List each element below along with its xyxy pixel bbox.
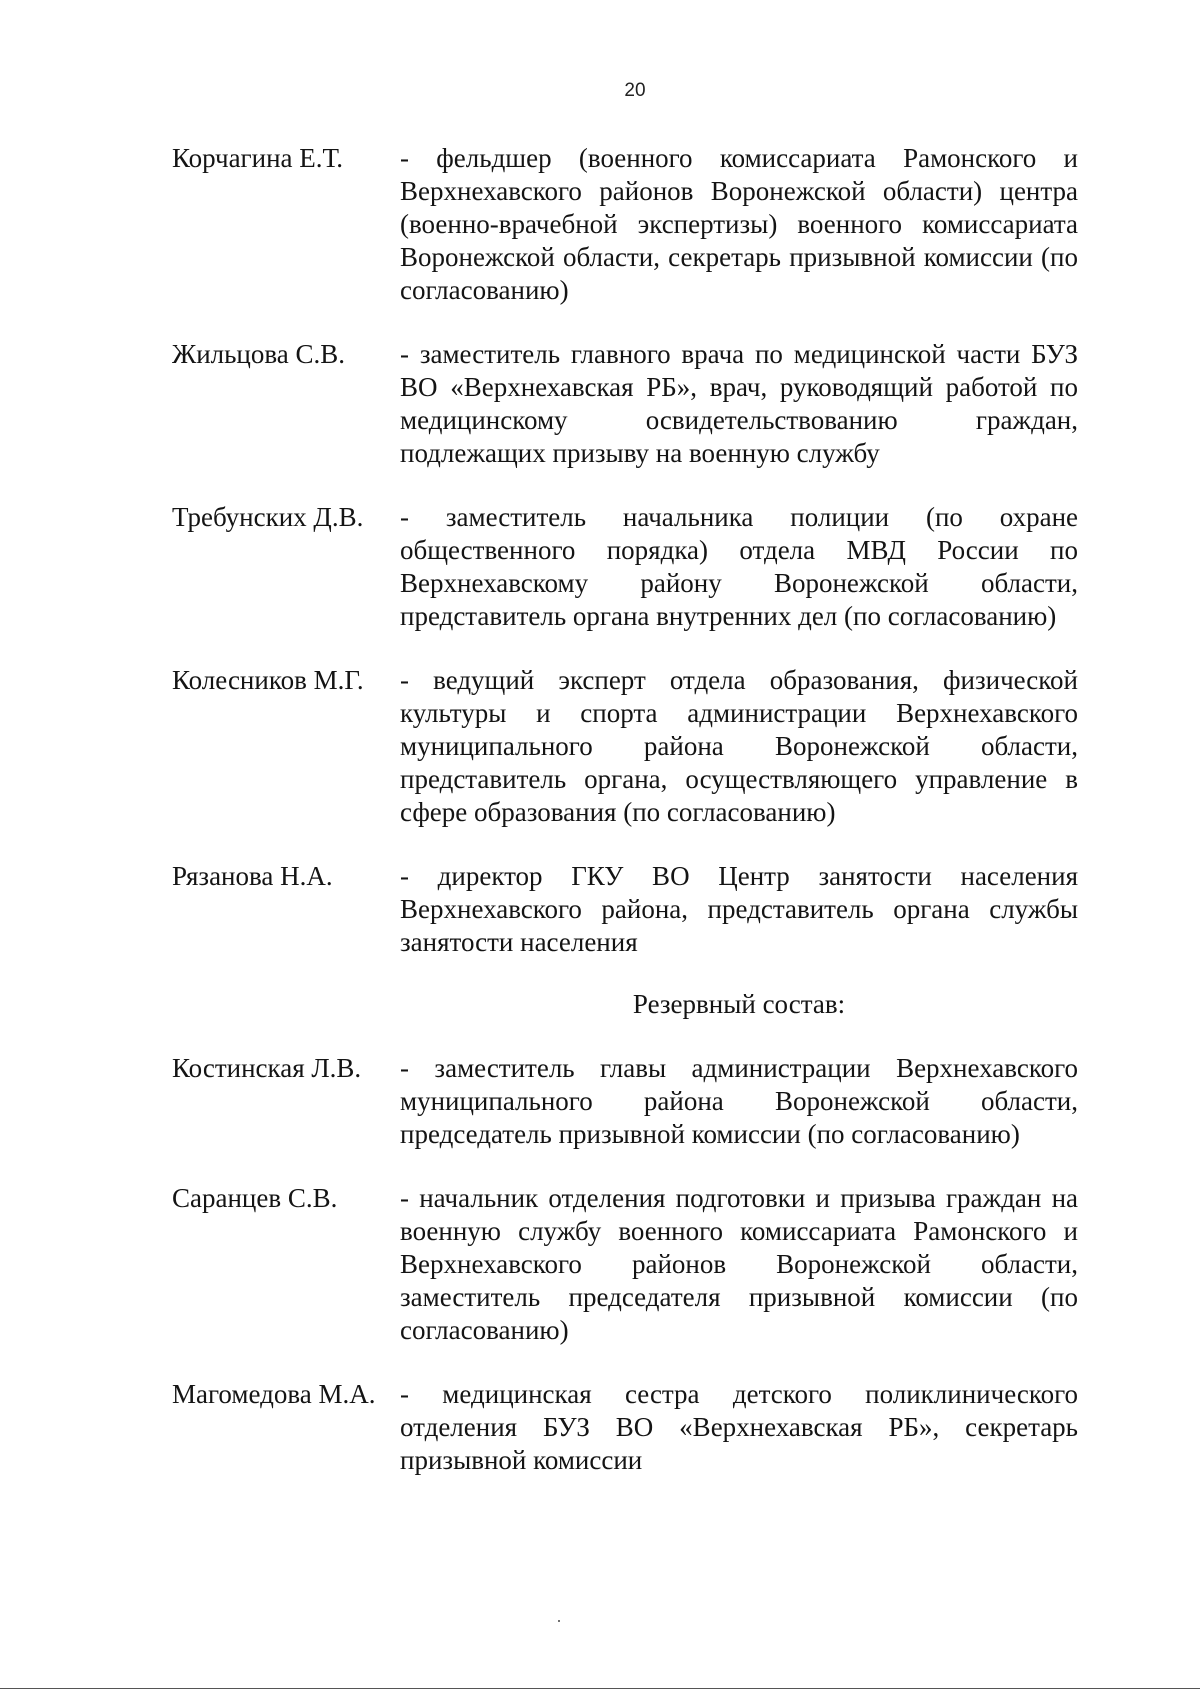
member-description: - фельдшер (военного комиссариата Рамонского и Верхнехавского районов Воронежской области) центра (военно-врачебной экспертизы) военного комиссариата Воронежской области, секретарь призывной комиссии (по согласованию) — [400, 143, 1078, 305]
member-name: Магомедова М.А. — [172, 1379, 376, 1409]
commission-list — [172, 142, 1078, 1508]
member-entry — [172, 860, 1078, 959]
member-name: Жильцова С.В. — [172, 339, 346, 369]
reserve-member-entry — [172, 1182, 1078, 1347]
member-description: - директор ГКУ ВО Центр занятости населения Верхнехавского района, представитель органа службы занятости населения — [400, 861, 1078, 957]
member-entry — [172, 501, 1078, 633]
member-name: Колесников М.Г. — [172, 665, 364, 695]
member-name: Костинская Л.В. — [172, 1053, 362, 1083]
member-entry — [172, 338, 1078, 470]
member-description: - заместитель главного врача по медицинской части БУЗ ВО «Верхнехавская РБ», врач, руководящий работой по медицинскому освидетельствованию граждан, подлежащих призыву на военную службу — [400, 339, 1078, 468]
member-description: - медицинская сестра детского поликлинического отделения БУЗ ВО «Верхнехавская РБ», секретарь призывной комиссии — [400, 1379, 1078, 1475]
member-description: - заместитель главы администрации Верхнехавского муниципального района Воронежской области, председатель призывной комиссии (по согласованию) — [400, 1053, 1078, 1149]
member-description: - начальник отделения подготовки и призыва граждан на военную службу военного комиссариата Рамонского и Верхнехавского районов Воронежской области, заместитель председателя призывной комиссии (по согласованию) — [400, 1183, 1078, 1345]
member-name: Требунских Д.В. — [172, 502, 364, 532]
member-description: - ведущий эксперт отдела образования, физической культуры и спорта администрации Верхнехавского муниципального района Воронежской области, представитель органа, осуществляющего управление в сфере образования (по согласованию) — [400, 665, 1078, 827]
reserve-member-entry — [172, 1378, 1078, 1477]
member-name: Корчагина Е.Т. — [172, 143, 344, 173]
member-entry — [172, 142, 1078, 307]
reserve-member-entry — [172, 1052, 1078, 1151]
page-bottom-rule — [0, 1688, 1200, 1689]
scan-speck — [558, 1620, 560, 1622]
member-description: - заместитель начальника полиции (по охране общественного порядка) отдела МВД России по Верхнехавскому району Воронежской области, представитель органа внутренних дел (по согласованию) — [400, 502, 1078, 631]
reserve-heading: Резервный состав: — [632, 989, 846, 1019]
member-name: Рязанова Н.А. — [172, 861, 333, 891]
member-entry — [172, 664, 1078, 829]
page-number: 20 — [624, 80, 646, 101]
member-name: Саранцев С.В. — [172, 1183, 338, 1213]
